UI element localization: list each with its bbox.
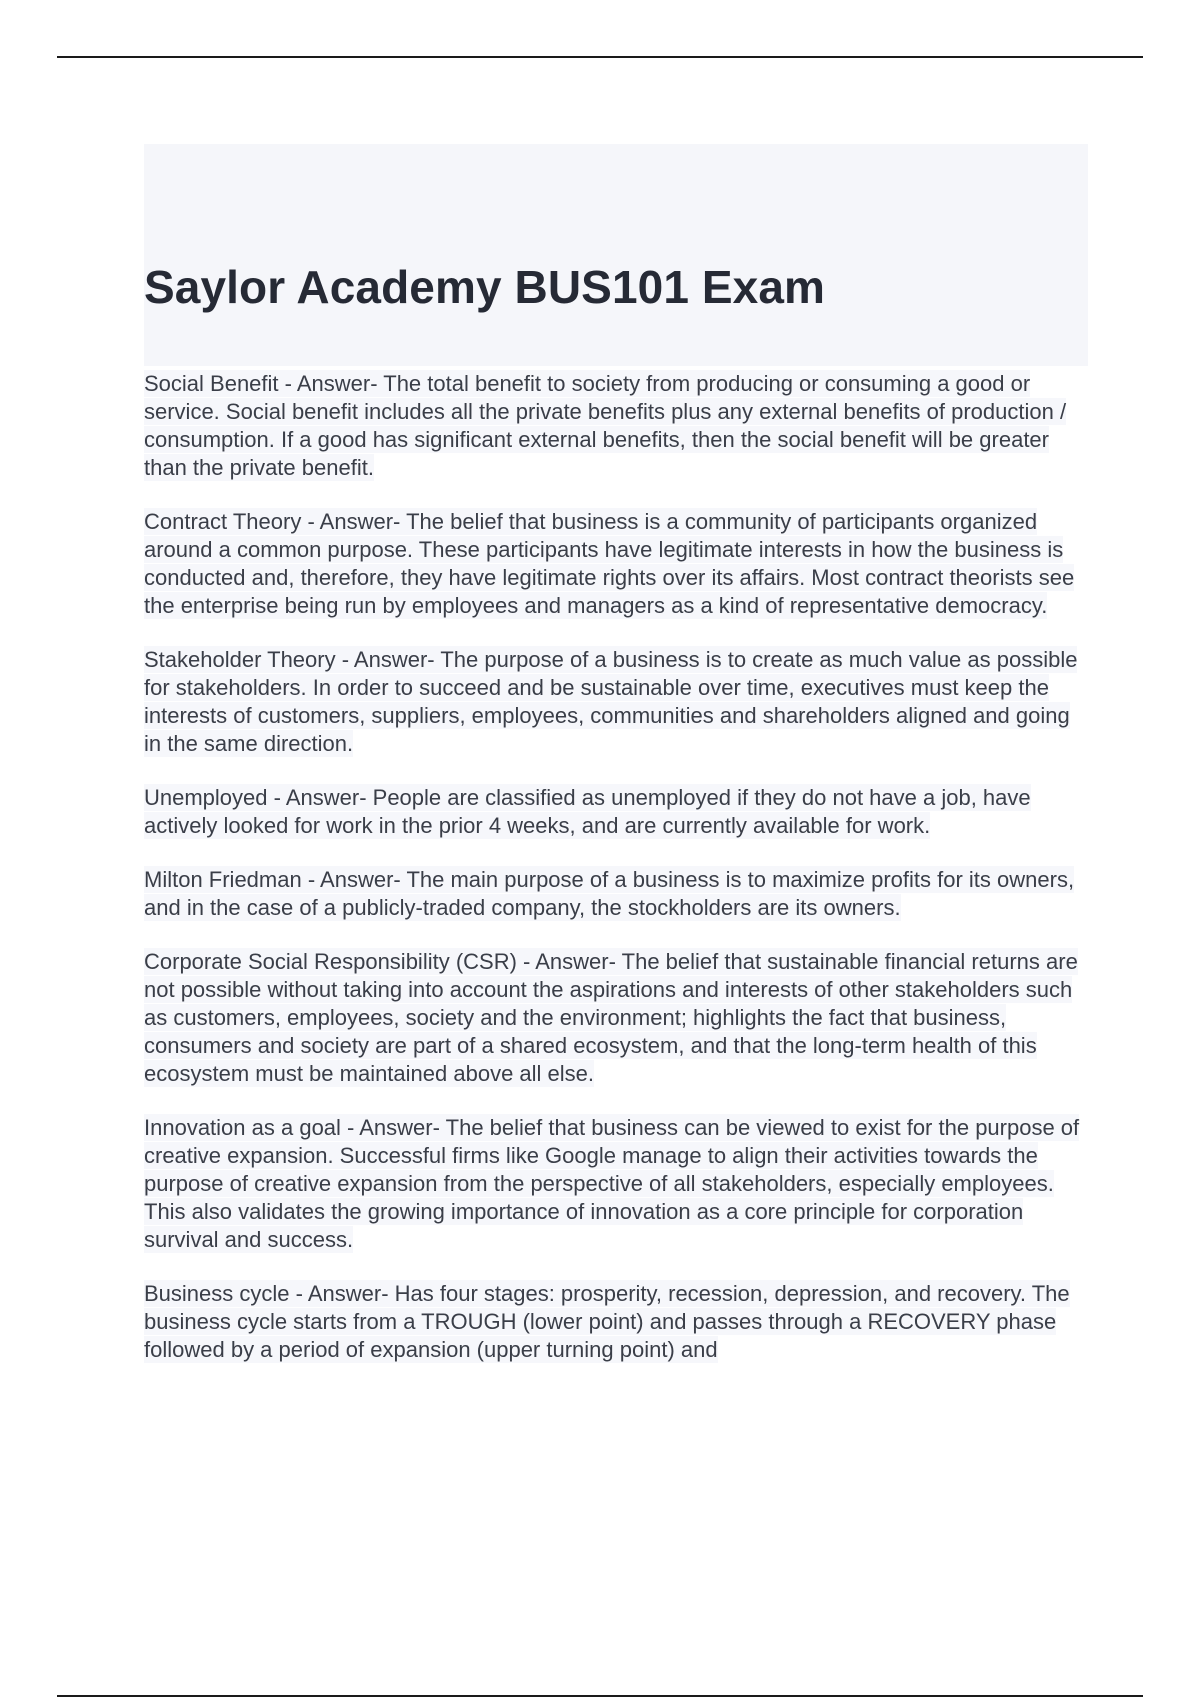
entry-stakeholder-theory — [144, 646, 1088, 758]
entry-business-cycle — [144, 1280, 1088, 1364]
document-body — [144, 144, 1088, 1390]
entry-text: Social Benefit - Answer- The total benefit to society from producing or consuming a good or service. Social benefit includes all the private benefits plus any external benefits of production / consumption. If a good has significant external benefits, then the social benefit will be greater than the private benefit. — [144, 371, 1067, 480]
document-title: Saylor Academy BUS101 Exam — [144, 261, 826, 313]
entry-csr — [144, 948, 1088, 1088]
entry-text: Corporate Social Responsibility (CSR) - Answer- The belief that sustainable financial returns are not possible without taking into account the aspirations and interests of other stakeholders such as customers, employees, society and the environment; highlights the fact that business, consumers and society are part of a shared ecosystem, and that the long-term health of this ecosystem must be maintained above all else. — [144, 949, 1078, 1086]
entry-text: Contract Theory - Answer- The belief that business is a community of participants organized around a common purpose. These participants have legitimate interests in how the business is conducted and, therefore, they have legitimate rights over its affairs. Most contract theorists see the enterprise being run by employees and managers as a kind of representative democracy. — [144, 509, 1075, 618]
entry-text: Business cycle - Answer- Has four stages: prosperity, recession, depression, and recovery. The business cycle starts from a TROUGH (lower point) and passes through a RECOVERY phase followed by a period of expansion (upper turning point) and — [144, 1281, 1070, 1362]
entry-unemployed — [144, 784, 1088, 840]
entry-text: Unemployed - Answer- People are classified as unemployed if they do not have a job, have actively looked for work in the prior 4 weeks, and are currently available for work. — [144, 785, 1031, 838]
entry-innovation-as-a-goal — [144, 1114, 1088, 1254]
entry-text: Milton Friedman - Answer- The main purpose of a business is to maximize profits for its owners, and in the case of a publicly-traded company, the stockholders are its owners. — [144, 867, 1075, 920]
entry-milton-friedman — [144, 866, 1088, 922]
entry-text: Stakeholder Theory - Answer- The purpose of a business is to create as much value as possible for stakeholders. In order to succeed and be sustainable over time, executives must keep the interests of customers, suppliers, employees, communities and shareholders aligned and going in the same direction. — [144, 647, 1078, 756]
entry-list — [144, 370, 1088, 1364]
entry-text: Innovation as a goal - Answer- The belief that business can be viewed to exist for the purpose of creative expansion. Successful firms like Google manage to align their activities towards the purpose of creative expansion from the perspective of all stakeholders, especially employees. This also validates the growing importance of innovation as a core principle for corporation survival and success. — [144, 1115, 1080, 1252]
entry-social-benefit — [144, 370, 1088, 482]
title-block — [144, 144, 1088, 366]
top-rule — [57, 56, 1143, 58]
bottom-rule — [57, 1695, 1143, 1697]
entry-contract-theory — [144, 508, 1088, 620]
